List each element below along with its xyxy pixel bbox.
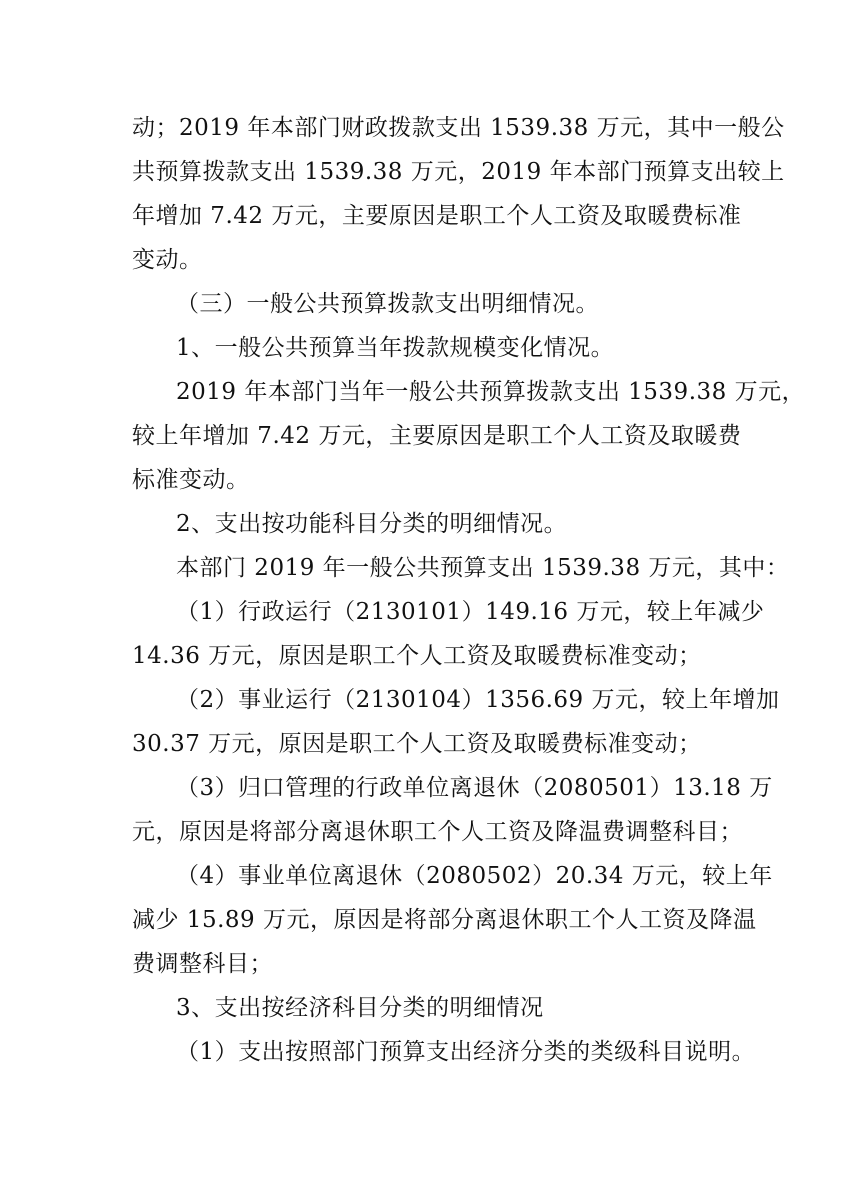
paragraph-line-5: 2019 年本部门当年一般公共预算拨款支出 1539.38 万元， [176,379,806,405]
section-heading-3: （三）一般公共预算拨款支出明细情况。 [176,291,599,317]
paragraph-line-8: 本部门 2019 年一般公共预算支出 1539.38 万元，其中： [176,555,790,581]
item-3-line-1: （3）归口管理的行政单位离退休（2080501）13.18 万 [176,775,773,801]
subheading-3: 3、支出按经济科目分类的明细情况 [176,995,544,1021]
item-2-line-2: 30.37 万元，原因是职工个人工资及取暖费标准变动； [132,731,702,757]
paragraph-line-1: 动；2019 年本部门财政拨款支出 1539.38 万元，其中一般公 [132,115,785,141]
item-4-line-3: 费调整科目； [132,951,273,977]
paragraph-line-2: 共预算拨款支出 1539.38 万元，2019 年本部门预算支出较上 [132,159,785,185]
item-4-line-1: （4）事业单位离退休（2080502）20.34 万元，较上年 [176,863,773,889]
item-4-line-2: 减少 15.89 万元，原因是将部分离退休职工个人工资及降温 [132,907,757,933]
paragraph-line-6: 较上年增加 7.42 万元，主要原因是职工个人工资及取暖费 [132,423,742,449]
item-1-line-1: （1）行政运行（2130101）149.16 万元，较上年减少 [176,599,765,625]
paragraph-line-4: 变动。 [132,247,203,273]
item-1-line-2: 14.36 万元，原因是职工个人工资及取暖费标准变动； [132,643,702,669]
item-2-line-1: （2）事业运行（2130104）1356.69 万元，较上年增加 [176,687,780,713]
paragraph-line-3: 年增加 7.42 万元，主要原因是职工个人工资及取暖费标准 [132,203,742,229]
subheading-2: 2、支出按功能科目分类的明细情况。 [176,511,568,537]
item-3-line-2: 元，原因是将部分离退休职工个人工资及降温费调整科目； [132,819,743,845]
paragraph-line-7: 标准变动。 [132,467,250,493]
subheading-1: 1、一般公共预算当年拨款规模变化情况。 [176,335,615,361]
sub-item-1: （1）支出按照部门预算支出经济分类的类级科目说明。 [176,1039,756,1065]
